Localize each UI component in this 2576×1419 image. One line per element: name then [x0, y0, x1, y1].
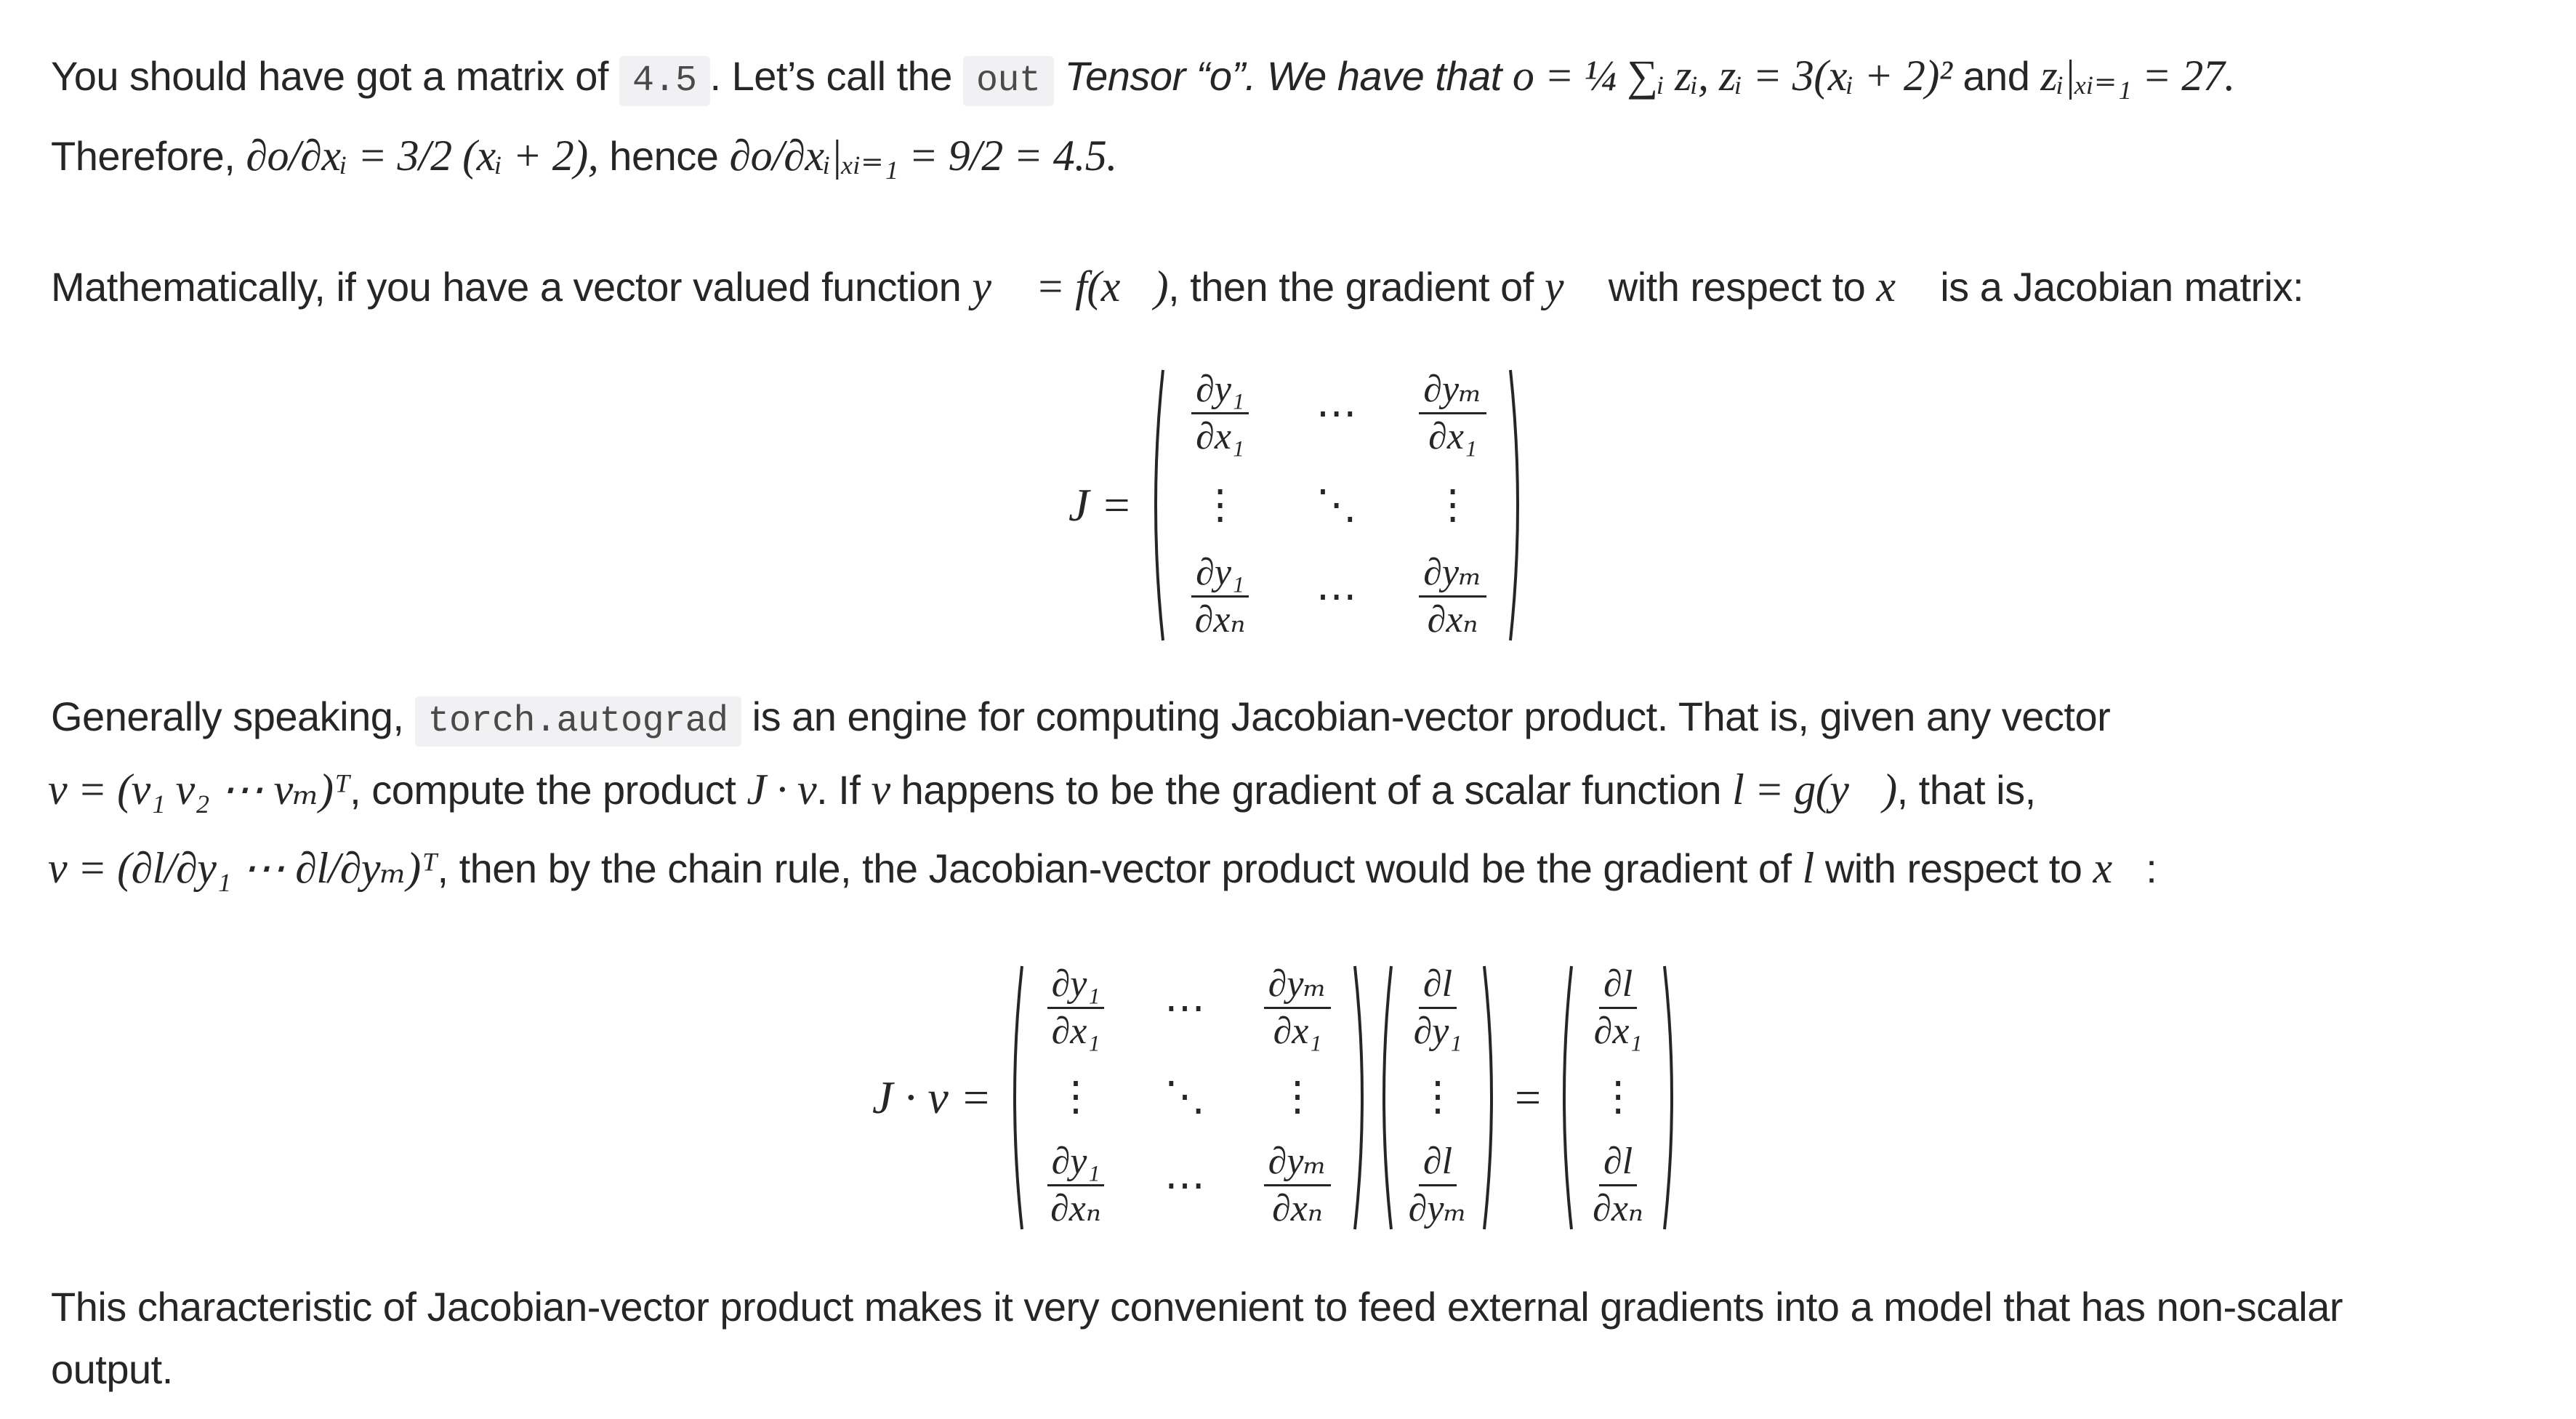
jvp-vector-v-grid [1394, 963, 1481, 1232]
numerator: ∂y₁ [1047, 963, 1105, 1009]
jacobian-cell [1419, 369, 1486, 458]
numerator: ∂y₁ [1191, 369, 1249, 414]
jvp-matrix-cell [1264, 963, 1332, 1053]
jacobian-lhs: J = [1068, 479, 1132, 531]
text: Therefore, [51, 133, 236, 179]
text: This characteristic of Jacobian-vector product makes it very convenient to feed external gradients into a model that has non-scalar [51, 1284, 2343, 1330]
partial-derivative [1419, 552, 1486, 641]
right-paren [1508, 367, 1526, 643]
text: . Let’s call the [709, 53, 952, 99]
text: Generally speaking, [51, 694, 404, 739]
left-paren [1006, 963, 1025, 1232]
numerator: ∂y₁ [1191, 552, 1249, 598]
partial-derivative [1419, 369, 1486, 458]
denominator: ∂x₁ [1273, 1010, 1322, 1052]
text: and [1963, 53, 2030, 99]
vector-v-cell [1417, 1073, 1458, 1120]
ellipsis: ⋯ [1164, 1162, 1205, 1208]
jvp-matrix-cell [1264, 1141, 1332, 1230]
jvp-matrix-cell [1046, 1141, 1106, 1230]
math-y: y⃗ [1544, 262, 1598, 310]
denominator: ∂xₙ [1593, 1187, 1644, 1229]
paragraph-4-line-2 [51, 1342, 173, 1397]
jvp-matrix-cell [1164, 1073, 1205, 1120]
numerator: ∂l [1419, 963, 1457, 1009]
jacobian-grid [1166, 367, 1508, 643]
math-v: v [871, 765, 890, 813]
partial-derivative [1409, 963, 1467, 1053]
text: , compute the product [350, 767, 736, 813]
jacobian-cell [1200, 481, 1241, 528]
jacobian-cell [1316, 390, 1357, 437]
ellipsis: ⋮ [1055, 1074, 1096, 1119]
jvp-matrix [1006, 963, 1371, 1232]
jacobian-cell [1316, 481, 1357, 528]
inline-code-autograd: torch.autograd [415, 696, 741, 747]
paragraph-2 [51, 259, 2303, 315]
numerator: ∂l [1599, 963, 1637, 1009]
math-l: l [1802, 844, 1814, 892]
right-paren [1481, 963, 1500, 1232]
denominator: ∂y₁ [1413, 1010, 1462, 1052]
numerator: ∂l [1419, 1141, 1457, 1186]
jacobian-matrix [1147, 367, 1526, 643]
left-paren [1147, 367, 1166, 643]
inline-code-out: out [963, 56, 1054, 106]
math-function: y⃗ = f(x⃗) [972, 262, 1169, 310]
ellipsis: ⋯ [1316, 574, 1357, 619]
jvp-matrix-cell [1164, 984, 1205, 1032]
denominator: ∂x₁ [1196, 415, 1245, 457]
result-vector-cell [1590, 963, 1647, 1053]
vector-v-cell [1409, 963, 1467, 1053]
text: with respect to [1824, 845, 2082, 891]
text: is a Jacobian matrix: [1940, 264, 2304, 310]
math-v-gradient: v = (∂l/∂y₁ ⋯ ∂l/∂yₘ)ᵀ [48, 844, 438, 892]
jacobian-cell [1316, 573, 1357, 620]
jvp-vector-v [1375, 963, 1500, 1232]
text: is an engine for computing Jacobian-vector product. That is, given any vector [752, 694, 2111, 739]
denominator: ∂xₙ [1194, 598, 1246, 640]
jacobian-equation [1068, 363, 1526, 647]
math-gradient-value: ∂o/∂xᵢ|ₓᵢ₌₁ = 9/2 = 4.5. [729, 132, 1117, 180]
text: with respect to [1608, 264, 1866, 310]
partial-derivative [1046, 1141, 1106, 1230]
numerator: ∂yₘ [1419, 552, 1486, 598]
text: Mathematically, if you have a vector valued function [51, 264, 962, 310]
paragraph-1-line-2 [51, 128, 1117, 184]
ellipsis: ⋮ [1417, 1074, 1458, 1119]
denominator: ∂xₙ [1272, 1187, 1323, 1229]
jacobian-cell [1191, 552, 1250, 641]
partial-derivative [1191, 552, 1250, 641]
ellipsis: ⋮ [1432, 482, 1473, 528]
denominator: ∂xₙ [1427, 598, 1478, 640]
jvp-matrix-grid [1025, 963, 1352, 1232]
partial-derivative [1588, 1141, 1648, 1230]
partial-derivative [1047, 963, 1105, 1053]
jvp-matrix-cell [1277, 1073, 1318, 1120]
text: , that is, [1896, 767, 2036, 813]
ellipsis: ⋱ [1316, 482, 1357, 528]
numerator: ∂y₁ [1047, 1141, 1105, 1186]
numerator: ∂yₘ [1264, 963, 1332, 1009]
paragraph-3-line-1 [51, 689, 2110, 749]
result-vector-cell [1598, 1073, 1638, 1120]
ellipsis: ⋯ [1316, 390, 1357, 436]
paragraph-4-line-1 [51, 1279, 2343, 1335]
text: Tensor “o”. We have that [1064, 53, 1502, 99]
denominator: ∂x₁ [1593, 1010, 1643, 1052]
jvp-result-vector [1555, 963, 1681, 1232]
text: , then by the chain rule, the Jacobian-vector product would be the gradient of [437, 845, 1792, 891]
denominator: ∂xₙ [1050, 1187, 1101, 1229]
jvp-lhs: J · v = [872, 1072, 991, 1123]
partial-derivative [1191, 369, 1249, 458]
jvp-matrix-cell [1164, 1162, 1205, 1209]
right-paren [1352, 963, 1371, 1232]
paragraph-1-line-1 [51, 48, 2235, 109]
text: , then the gradient of [1168, 264, 1534, 310]
partial-derivative [1404, 1141, 1472, 1230]
math-l-function: l = g(y⃗) [1732, 765, 1897, 813]
jvp-matrix-cell [1055, 1073, 1096, 1120]
numerator: ∂yₘ [1419, 369, 1486, 414]
vector-v-cell [1404, 1141, 1472, 1230]
ellipsis: ⋮ [1199, 482, 1241, 528]
jacobian-cell [1191, 369, 1249, 458]
jacobian-cell [1419, 552, 1486, 641]
right-paren [1662, 963, 1681, 1232]
math-z-value: zᵢ|ₓᵢ₌₁ = 27. [2040, 52, 2235, 100]
denominator: ∂x₁ [1428, 415, 1478, 457]
left-paren [1375, 963, 1394, 1232]
numerator: ∂l [1599, 1141, 1637, 1186]
text: : [2146, 845, 2157, 891]
text: output. [51, 1346, 173, 1392]
numerator: ∂yₘ [1264, 1141, 1332, 1186]
partial-derivative [1264, 1141, 1332, 1230]
jacobian-cell [1433, 481, 1473, 528]
jvp-matrix-cell [1047, 963, 1105, 1053]
math-x: x⃗ [1876, 262, 1930, 310]
result-vector-cell [1588, 1141, 1648, 1230]
text: . If [816, 767, 861, 813]
partial-derivative [1590, 963, 1647, 1053]
math-o-definition: o = ¼ ∑ᵢ zᵢ, zᵢ = 3(xᵢ + 2)² [1512, 52, 1952, 100]
math-x: x⃗ [2093, 844, 2146, 892]
text: hence [609, 133, 719, 179]
ellipsis: ⋮ [1277, 1074, 1318, 1119]
math-jv: J · v [746, 765, 817, 813]
paragraph-3-line-2 [48, 762, 2036, 818]
ellipsis: ⋮ [1598, 1074, 1639, 1119]
ellipsis: ⋯ [1164, 985, 1205, 1031]
jvp-result-grid [1574, 963, 1662, 1232]
text: happens to be the gradient of a scalar function [901, 767, 1722, 813]
jvp-equation [872, 960, 1681, 1236]
inline-code-value: 4.5 [619, 56, 710, 106]
text: You should have got a matrix of [51, 53, 608, 99]
jvp-equals: = [1515, 1072, 1542, 1123]
math-gradient: ∂o/∂xᵢ = 3/2 (xᵢ + 2), [246, 132, 599, 180]
math-v-vector: v = (v₁ v₂ ⋯ vₘ)ᵀ [48, 765, 350, 813]
denominator: ∂x₁ [1051, 1010, 1100, 1052]
denominator: ∂yₘ [1408, 1187, 1468, 1229]
paragraph-3-line-3 [48, 840, 2157, 896]
ellipsis: ⋱ [1164, 1074, 1205, 1119]
left-paren [1555, 963, 1574, 1232]
partial-derivative [1264, 963, 1332, 1053]
